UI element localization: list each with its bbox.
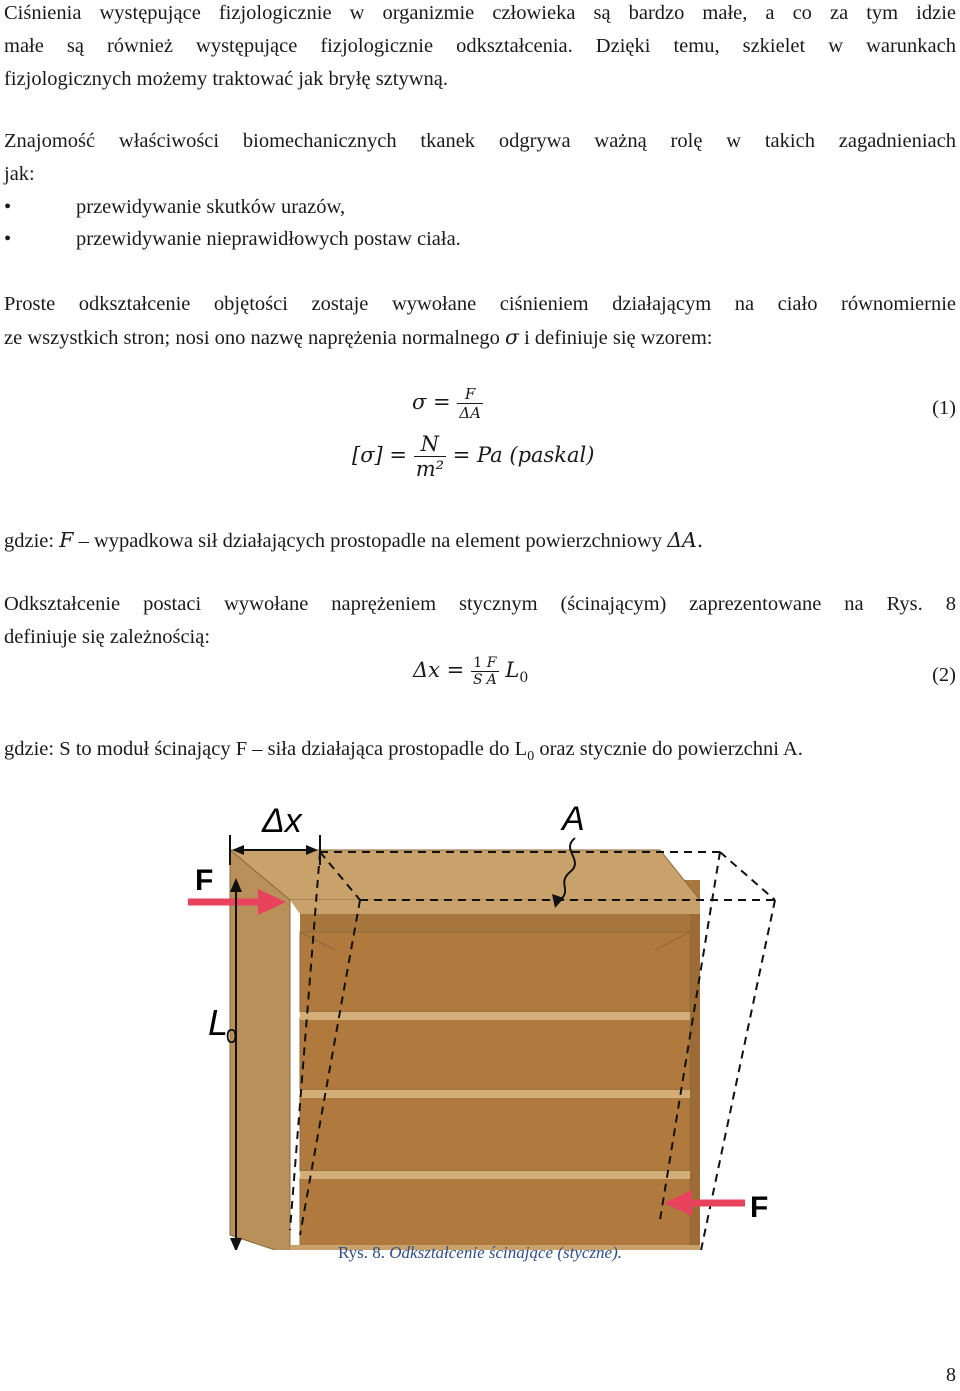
equation-stress — [412, 385, 483, 422]
subscript: 0 — [527, 749, 535, 765]
text-run: gdzie: — [4, 530, 55, 552]
sigma-symbol: σ — [504, 325, 519, 349]
paragraph-line — [4, 321, 956, 355]
definition-shear-modulus — [4, 733, 956, 773]
paragraph-line: definiuje się zależnością: — [4, 626, 211, 648]
paragraph-line: Ciśnienia występujące fizjologicznie w organizmie człowieka są bardzo małe, a co za tym idzie — [4, 2, 956, 24]
equation-rhs: = Pa (paskal) — [452, 443, 595, 467]
caption-label: Rys. 8. — [337, 1243, 386, 1262]
length-label: L — [208, 1002, 229, 1043]
shelf — [300, 1090, 690, 1098]
shelf-compartment — [300, 1178, 690, 1250]
fraction — [485, 655, 499, 688]
fraction-denominator: S — [472, 672, 483, 688]
text-run: – wypadkowa sił działających prostopadle na element powierzchniowy — [78, 530, 663, 552]
force-bottom-label: F — [750, 1191, 769, 1224]
length-subscript: 0 — [226, 1026, 238, 1048]
equation-shear — [413, 655, 528, 688]
fraction-denominator: m² — [415, 457, 445, 481]
paragraph-line — [4, 733, 956, 773]
paragraph-normal-stress — [4, 288, 956, 355]
paragraph-shear — [4, 588, 956, 654]
definition-force — [4, 524, 956, 558]
text-run: i definiuje się wzorem: — [524, 327, 713, 349]
shelf-compartment — [300, 932, 690, 1012]
bullet-item: przewidywanie nieprawidłowych postaw ciała. — [76, 228, 461, 250]
bullet-marker: • — [4, 196, 12, 218]
force-top-label: F — [195, 864, 214, 897]
paragraph-physiological-pressure — [4, 0, 956, 96]
page-number: 8 — [946, 1364, 956, 1386]
fraction-numerator: F — [485, 655, 499, 672]
equation-lhs: σ = — [412, 390, 451, 414]
shelf-compartment — [300, 1018, 690, 1090]
fraction-numerator: 1 — [471, 655, 485, 672]
equation-number: (1) — [932, 397, 956, 419]
fraction-numerator: N — [414, 432, 446, 457]
area-label: A — [562, 800, 585, 838]
paragraph-line: małe są również występujące fizjologicznie odkształcenia. Dzięki temu, szkielet w warunkach — [4, 35, 956, 57]
paragraph-line — [4, 524, 956, 558]
bullet-item: przewidywanie skutków urazów, — [76, 196, 346, 218]
shear-deformation-figure — [0, 790, 960, 1250]
paragraph-line: jak: — [4, 163, 35, 185]
shelf-compartment — [300, 1096, 690, 1171]
figure-caption — [0, 1243, 960, 1263]
fraction — [471, 655, 485, 688]
delta-x-label: Δx — [262, 802, 302, 840]
force-symbol: F — [59, 528, 74, 552]
text-run: ze wszystkich stron; nosi ono nazwę naprężenia normalnego — [4, 327, 500, 349]
area-symbol: ΔA. — [667, 528, 704, 552]
length-symbol: L — [505, 658, 520, 682]
caption-text: Odkształcenie ścinające (styczne). — [389, 1243, 622, 1262]
fraction-denominator: ΔA — [459, 404, 481, 422]
equation-lhs: Δx = — [413, 658, 465, 682]
paragraph-line: Proste odkształcenie objętości zostaje wywołane ciśnieniem działającym na ciało równomiernie — [4, 293, 956, 315]
fraction-numerator: F — [457, 385, 483, 404]
paragraph-line: fizjologicznych możemy traktować jak bryłę sztywną. — [4, 68, 449, 90]
equation-lhs: [σ] = — [352, 443, 407, 467]
equation-number: (2) — [932, 664, 956, 686]
paragraph-line: Znajomość właściwości biomechanicznych tkanek odgrywa ważną rolę w takich zagadnieniach — [4, 130, 956, 152]
paragraph-biomechanics — [4, 125, 956, 191]
text-run: oraz stycznie do powierzchni A. — [534, 738, 803, 760]
shelf — [290, 900, 700, 914]
equation-stress-unit — [352, 432, 594, 481]
length-subscript: 0 — [519, 670, 529, 687]
paragraph-line: Odkształcenie postaci wywołane naprężeniem stycznym (ścinającym) zaprezentowane na Rys. 8 — [4, 593, 956, 615]
fraction-denominator: A — [486, 672, 497, 688]
shelf — [300, 1012, 690, 1020]
fraction — [414, 432, 446, 481]
shelf — [300, 1171, 690, 1179]
text-run: gdzie: S to moduł ścinający F – siła działająca prostopadle do L — [4, 738, 528, 760]
fraction — [457, 385, 483, 422]
bullet-marker: • — [4, 228, 12, 250]
cabinet-top-panel — [230, 850, 700, 900]
